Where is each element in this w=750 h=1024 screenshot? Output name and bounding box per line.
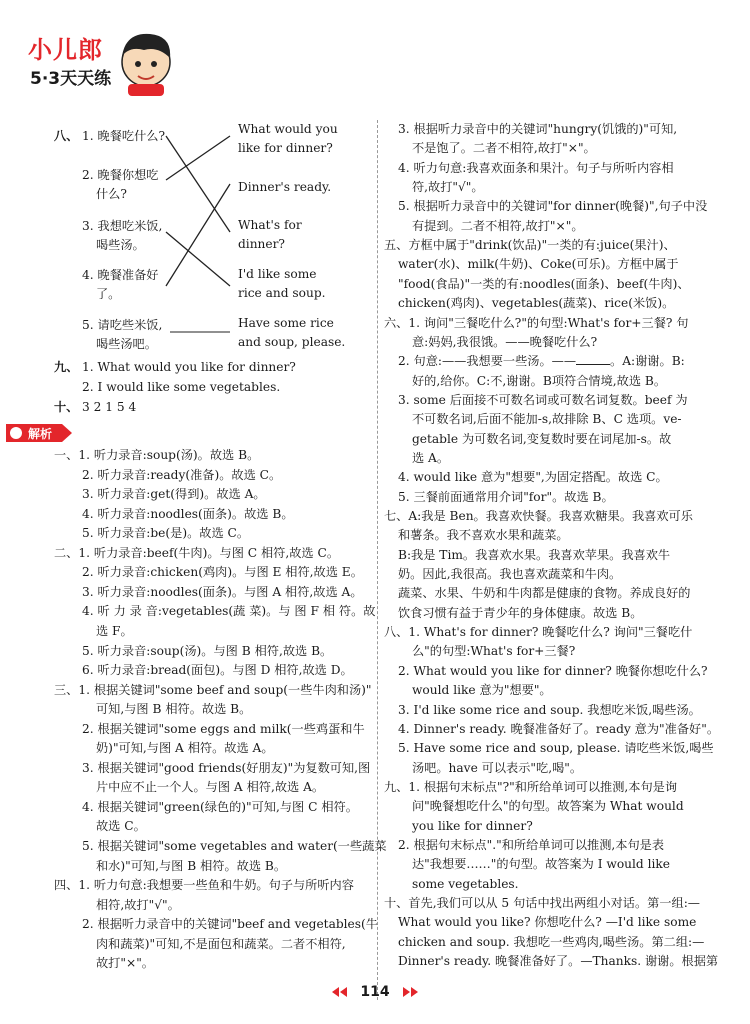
analysis-line: 6. 听力录音:bread(面包)。与图 D 相符,故选 D。 <box>82 663 353 678</box>
analysis-line: 十、首先,我们可以从 5 句话中找出两组小对话。第一组:— <box>384 896 700 910</box>
analysis-line: 四、1. 听力句意:我想要一些鱼和牛奶。句子与所听内容 <box>54 878 354 893</box>
analysis-line: 七、A:我是 Ben。我喜欢快餐。我喜欢糖果。我喜欢可乐 <box>384 509 693 523</box>
match-right-item: What's for <box>238 218 302 232</box>
analysis-line: 2. 句意:——我想要一些汤。—— 。A:谢谢。B: <box>398 354 685 369</box>
match-left-item: 了。 <box>96 287 121 301</box>
analysis-line-tail: 。A:谢谢。B: <box>610 354 685 369</box>
analysis-line: "food(食品)"一类的有:noodles(面条)、beef(牛肉)、 <box>398 276 690 291</box>
analysis-line: chicken(鸡肉)、vegetables(蔬菜)、rice(米饭)。 <box>398 296 675 311</box>
match-right-item: dinner? <box>238 237 285 251</box>
analysis-line: getable 为可数名词,变复数时要在词尾加-s。故 <box>412 431 672 446</box>
analysis-line: 选 A。 <box>412 450 450 465</box>
analysis-line: 九、1. 根据句末标点"?"和所给单词可以推测,本句是询 <box>384 779 678 794</box>
analysis-line: 汤吧。have 可以表示"吃,喝"。 <box>412 760 583 775</box>
match-left-item: 喝些汤。 <box>96 238 145 252</box>
analysis-line: 5. 根据听力录音中的关键词"for dinner(晚餐)",句子中没 <box>398 199 708 214</box>
match-left-item: 2. 晚餐你想吃 <box>82 168 159 182</box>
match-right-item: rice and soup. <box>238 286 326 300</box>
analysis-line: 饮食习惯有益于青少年的身体健康。故选 B。 <box>398 605 643 620</box>
analysis-line: 好的,给你。C:不,谢谢。B项符合情境,故选 B。 <box>412 373 667 388</box>
analysis-line: 六、1. 询问"三餐吃什么?"的句型:What's for+三餐? 句 <box>384 315 689 330</box>
match-right-item: I'd like some <box>238 267 317 281</box>
analysis-line: 4. 听力录音:noodles(面条)。故选 B。 <box>82 506 294 521</box>
analysis-line: 3. 听力录音:get(得到)。故选 A。 <box>82 487 266 502</box>
prev-arrow-icon <box>332 987 339 997</box>
matching-section <box>54 118 370 358</box>
analysis-line: 达"我想要……"的句型。故答案为 I would like <box>412 857 670 872</box>
brand-logo <box>26 28 176 98</box>
page-footer <box>0 984 750 1004</box>
answer-sequence: 3 2 1 5 4 <box>82 400 137 414</box>
analysis-line: you like for dinner? <box>412 818 533 833</box>
analysis-line: 故选 C。 <box>96 819 146 834</box>
analysis-line: 符,故打"√"。 <box>412 180 484 195</box>
analysis-line: 5. 根据关键词"some vegetables and water(一些蔬菜 <box>82 839 387 853</box>
analysis-line: 2. 根据听力录音中的关键词"beef and vegetables(牛 <box>82 917 378 932</box>
section-label: 八、 <box>54 129 79 143</box>
analysis-line: 八、1. What's for dinner? 晚餐吃什么? 询问"三餐吃什 <box>384 625 693 640</box>
analysis-line: 和薯条。我不喜欢水果和蔬菜。 <box>398 528 569 543</box>
analysis-line: 2. 听力录音:chicken(鸡肉)。与图 E 相符,故选 E。 <box>82 565 363 580</box>
match-right-item: Have some rice <box>238 316 334 330</box>
analysis-line: 片中应不止一个人。与图 A 相符,故选 A。 <box>96 780 325 795</box>
analysis-line: some vegetables. <box>412 876 519 891</box>
match-right-item: and soup, please. <box>238 335 346 349</box>
analysis-line: 4. 根据关键词"green(绿色的)"可知,与图 C 相符。 <box>82 799 358 814</box>
analysis-line: chicken and soup. 我想吃一些鸡肉,喝些汤。第二组:— <box>398 934 705 949</box>
brand-series: 5·3天天练 <box>30 69 112 89</box>
match-left-item: 4. 晚餐准备好 <box>82 268 159 282</box>
analysis-line: What would you like? 你想吃什么? —I'd like some <box>398 915 697 930</box>
next-arrow-icon <box>403 987 410 997</box>
analysis-line: 奶)"可知,与图 A 相符。故选 A。 <box>96 741 274 756</box>
match-right-item: like for dinner? <box>238 141 333 155</box>
analysis-line: water(水)、milk(牛奶)、Coke(可乐)。方框中属于 <box>398 257 679 272</box>
prev-arrow-icon <box>340 987 347 997</box>
answer-line: 1. What would you like for dinner? <box>82 360 296 374</box>
analysis-line: 3. I'd like some rice and soup. 我想吃米饭,喝些汤。 <box>398 702 701 717</box>
next-arrow-icon <box>411 987 418 997</box>
analysis-line: 肉和蔬菜)"可知,不是面包和蔬菜。二者不相符, <box>96 936 346 951</box>
analysis-line: 选 F。 <box>96 623 133 638</box>
analysis-line: 可知,与图 B 相符。故选 B。 <box>96 702 252 717</box>
answer-blank <box>576 354 610 365</box>
analysis-line: 5. 三餐前面通常用介词"for"。故选 B。 <box>398 489 614 504</box>
analysis-line: 意:妈妈,我很饿。——晚餐吃什么? <box>412 334 598 349</box>
answer-line: 2. I would like some vegetables. <box>82 380 281 394</box>
analysis-line: 奶。因此,我很高。我也喜欢蔬菜和牛肉。 <box>398 567 622 582</box>
brand-name: 小儿郎 <box>28 36 103 64</box>
analysis-line: 5. 听力录音:soup(汤)。与图 B 相符,故选 B。 <box>82 643 333 658</box>
section-label: 九、 <box>54 360 79 374</box>
column-divider <box>377 120 378 1000</box>
analysis-line: B:我是 Tim。我喜欢水果。我喜欢苹果。我喜欢牛 <box>398 547 671 562</box>
analysis-line: 三、1. 根据关键词"some beef and soup(一些牛肉和汤)" <box>54 682 372 697</box>
analysis-line: Dinner's ready. 晚餐准备好了。—Thanks. 谢谢。根据第 <box>398 954 719 969</box>
analysis-line: would like 意为"想要"。 <box>412 683 552 698</box>
analysis-line: 5. Have some rice and soup, please. 请吃些米饭,喝些 <box>398 741 714 756</box>
analysis-line: 五、方框中属于"drink(饮品)"一类的有:juice(果汁)、 <box>384 238 676 253</box>
analysis-line: 3. 听力录音:noodles(面条)。与图 A 相符,故选 A。 <box>82 584 363 599</box>
analysis-line: 4. Dinner's ready. 晚餐准备好了。ready 意为"准备好"。 <box>398 721 720 736</box>
match-left-item: 5. 请吃些米饭, <box>82 318 163 332</box>
analysis-line: 和水)"可知,与图 B 相符。故选 B。 <box>96 858 287 873</box>
analysis-line: 3. 根据关键词"good friends(好朋友)"为复数可知,图 <box>82 760 371 775</box>
analysis-line: 不可数名词,后面不能加-s,故排除 B、C 选项。ve- <box>412 412 682 427</box>
analysis-line: 2. What would you like for dinner? 晚餐你想吃什么? <box>398 663 708 678</box>
analysis-line: 相符,故打"√"。 <box>96 897 180 912</box>
analysis-line: 2. 根据句末标点"."和所给单词可以推测,本句是表 <box>398 837 665 852</box>
analysis-badge <box>6 424 66 440</box>
section-label: 十、 <box>54 400 79 414</box>
analysis-line: 不是饱了。二者不相符,故打"×"。 <box>412 141 596 156</box>
analysis-label: 解析 <box>28 427 53 441</box>
analysis-line: 4. 听 力 录 音:vegetables(蔬 菜)。与 图 F 相 符。故 <box>82 604 376 619</box>
analysis-line: 二、1. 听力录音:beef(牛肉)。与图 C 相符,故选 C。 <box>54 545 340 560</box>
analysis-line: 2. 根据关键词"some eggs and milk(一些鸡蛋和牛 <box>82 721 365 736</box>
analysis-line: 4. 听力句意:我喜欢面条和果汁。句子与所听内容相 <box>398 160 674 175</box>
analysis-line: 么"的句型:What's for+三餐? <box>412 644 576 659</box>
match-left-item: 3. 我想吃米饭, <box>82 219 163 233</box>
analysis-line: 5. 听力录音:be(是)。故选 C。 <box>82 526 250 541</box>
analysis-line: 有提到。二者不相符,故打"×"。 <box>412 218 584 233</box>
analysis-line: 蔬菜、水果、牛奶和牛肉都是健康的食物。养成良好的 <box>398 586 691 601</box>
page-number: 114 <box>360 984 390 1000</box>
match-right-item: Dinner's ready. <box>238 180 332 194</box>
analysis-line: 2. 听力录音:ready(准备)。故选 C。 <box>82 467 282 482</box>
analysis-line: 一、1. 听力录音:soup(汤)。故选 B。 <box>54 448 260 462</box>
match-left-item: 什么? <box>96 187 127 201</box>
match-left-item: 1. 晚餐吃什么? <box>82 129 165 143</box>
match-right-item: What would you <box>238 122 338 136</box>
analysis-line: 3. some 后面接不可数名词或可数名词复数。beef 为 <box>398 392 688 407</box>
match-left-item: 喝些汤吧。 <box>96 337 157 351</box>
analysis-line: 4. would like 意为"想要",为固定搭配。故选 C。 <box>398 470 668 485</box>
analysis-line: 故打"×"。 <box>96 956 154 971</box>
analysis-line: 3. 根据听力录音中的关键词"hungry(饥饿的)"可知, <box>398 122 678 136</box>
analysis-line: 问"晚餐想吃什么"的句型。故答案为 What would <box>412 799 684 814</box>
